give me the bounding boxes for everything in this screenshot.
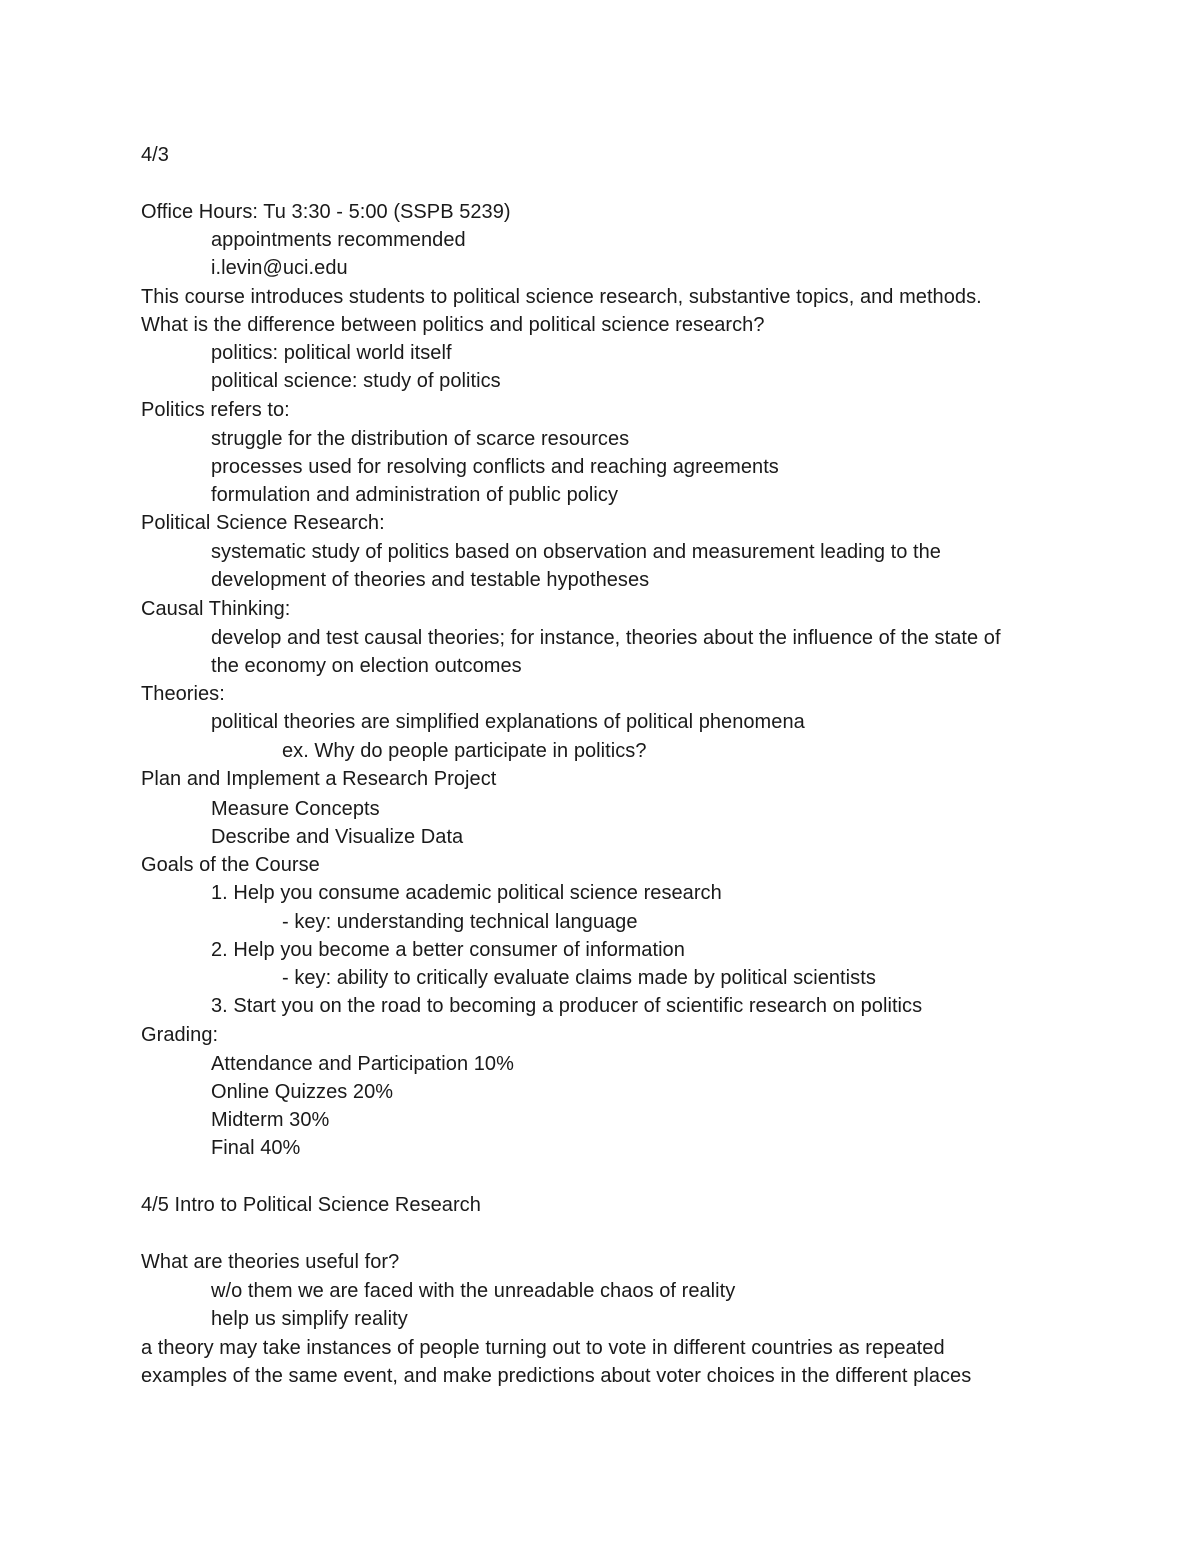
theories-useful-item: help us simplify reality: [211, 1308, 408, 1330]
politics-definition-line: politics: political world itself: [211, 342, 452, 364]
grading-item: Final 40%: [211, 1137, 301, 1159]
goal-subitem: - key: ability to critically evaluate claims made by political scientists: [282, 967, 876, 989]
causal-thinking-text: develop and test causal theories; for instance, theories about the influence of the state of: [211, 627, 1001, 649]
grading-item: Attendance and Participation 10%: [211, 1053, 514, 1075]
poli-sci-research-text: development of theories and testable hypotheses: [211, 569, 650, 591]
politics-refers-item: struggle for the distribution of scarce resources: [211, 428, 630, 450]
theory-example-text: examples of the same event, and make predictions about voter choices in the different places: [141, 1365, 972, 1387]
theories-heading: Theories:: [141, 683, 225, 705]
research-project-item: Measure Concepts: [211, 798, 380, 820]
goal-item: 3. Start you on the road to becoming a producer of scientific research on politics: [211, 995, 923, 1017]
course-intro-line: This course introduces students to political science research, substantive topics, and methods.: [141, 286, 982, 308]
goal-item: 2. Help you become a better consumer of information: [211, 939, 685, 961]
theories-text: political theories are simplified explanations of political phenomena: [211, 711, 805, 733]
research-project-item: Describe and Visualize Data: [211, 826, 464, 848]
theories-useful-question: What are theories useful for?: [141, 1251, 400, 1273]
causal-thinking-text: the economy on election outcomes: [211, 655, 522, 677]
theory-example-text: a theory may take instances of people turning out to vote in different countries as repeated: [141, 1337, 945, 1359]
poli-sci-research-text: systematic study of politics based on observation and measurement leading to the: [211, 541, 941, 563]
grading-item: Online Quizzes 20%: [211, 1081, 394, 1103]
goals-heading: Goals of the Course: [141, 854, 320, 876]
theories-useful-item: w/o them we are faced with the unreadable chaos of reality: [211, 1280, 736, 1302]
research-project-heading: Plan and Implement a Research Project: [141, 768, 497, 790]
theories-example: ex. Why do people participate in politics?: [282, 740, 647, 762]
poli-sci-definition-line: political science: study of politics: [211, 370, 501, 392]
section-heading: 4/5 Intro to Political Science Research: [141, 1194, 481, 1216]
goal-subitem: - key: understanding technical language: [282, 911, 638, 933]
grading-heading: Grading:: [141, 1024, 219, 1046]
goal-item: 1. Help you consume academic political science research: [211, 882, 722, 904]
causal-thinking-heading: Causal Thinking:: [141, 598, 291, 620]
politics-refers-item: formulation and administration of public policy: [211, 484, 619, 506]
poli-sci-research-heading: Political Science Research:: [141, 512, 385, 534]
office-hours-line: Office Hours: Tu 3:30 - 5:00 (SSPB 5239): [141, 201, 511, 223]
politics-refers-heading: Politics refers to:: [141, 399, 290, 421]
politics-refers-item: processes used for resolving conflicts and reaching agreements: [211, 456, 779, 478]
grading-item: Midterm 30%: [211, 1109, 330, 1131]
appointments-line: appointments recommended: [211, 229, 466, 251]
question-line: What is the difference between politics and political science research?: [141, 314, 765, 336]
email-line: i.levin@uci.edu: [211, 257, 348, 279]
date-heading: 4/3: [141, 144, 169, 166]
